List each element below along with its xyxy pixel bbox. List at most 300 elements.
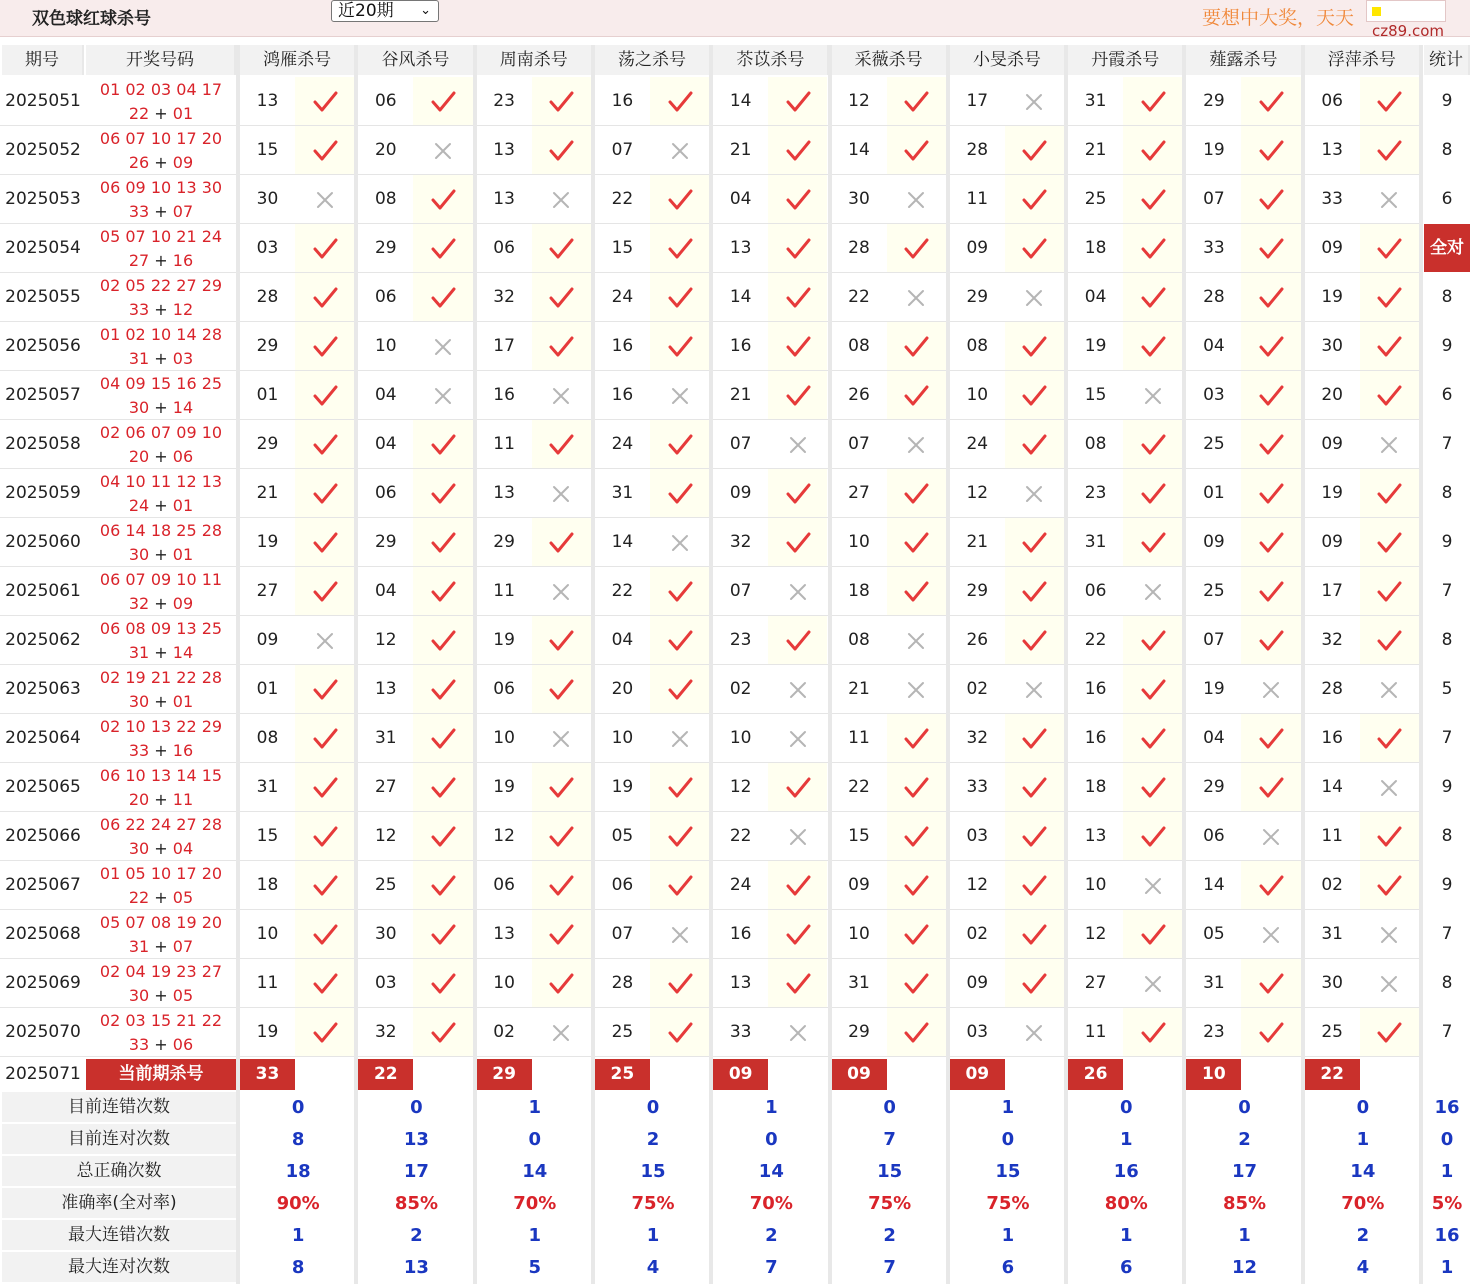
result-wrong: [1123, 567, 1182, 615]
summary-value: 4: [646, 1257, 660, 1278]
kill-number: 17: [477, 322, 532, 370]
check-mark-icon: [785, 873, 811, 899]
kill-number: 10: [240, 910, 295, 958]
result-wrong: [532, 1008, 591, 1056]
result-correct: [1123, 420, 1182, 468]
issue-number: 2025062: [2, 616, 84, 664]
summary-value: 15: [640, 1161, 666, 1182]
summary-value: 70%: [1341, 1193, 1385, 1214]
kill-number: 32: [358, 1008, 413, 1056]
kill-number: 10: [713, 714, 768, 762]
plus-sign: +: [149, 1035, 173, 1054]
draw-red-balls: 06 09 10 13 30: [99, 178, 223, 197]
summary-value: 85%: [1222, 1193, 1267, 1214]
result-correct: [887, 224, 946, 272]
kill-number: 16: [1068, 665, 1123, 713]
check-mark-icon: [1258, 138, 1284, 164]
result-correct: [1241, 77, 1300, 125]
kill-number: 26: [832, 371, 887, 419]
result-correct: [887, 567, 946, 615]
result-correct: [1005, 420, 1064, 468]
kill-number: 08: [240, 714, 295, 762]
current-kill-number: 22: [1305, 1059, 1360, 1090]
check-mark-icon: [903, 726, 929, 752]
summary-value: 8: [291, 1129, 305, 1150]
draw-numbers: [86, 420, 236, 468]
issue-number: 2025070: [2, 1008, 84, 1056]
kill-number: 09: [1305, 518, 1360, 566]
check-mark-icon: [667, 677, 693, 703]
kill-number: 13: [1305, 126, 1360, 174]
kill-number: 33: [713, 1008, 768, 1056]
kill-number: 06: [477, 224, 532, 272]
cross-mark-icon: [548, 579, 574, 605]
summary-value: 75%: [631, 1193, 675, 1214]
summary-value: 1: [1119, 1129, 1133, 1150]
kill-number: 31: [595, 469, 650, 517]
result-wrong: [1005, 1008, 1064, 1056]
result-correct: [1241, 224, 1300, 272]
check-mark-icon: [1376, 481, 1402, 507]
kill-number: 30: [832, 175, 887, 223]
result-wrong: [1360, 420, 1419, 468]
kill-number: 11: [832, 714, 887, 762]
result-wrong: [887, 420, 946, 468]
row-stat: 6: [1441, 385, 1453, 405]
draw-numbers: [86, 714, 236, 762]
check-mark-icon: [667, 775, 693, 801]
check-mark-icon: [1376, 383, 1402, 409]
cross-mark-icon: [548, 383, 574, 409]
result-correct: [650, 812, 709, 860]
draw-red-balls: 05 07 08 19 20: [99, 913, 223, 932]
result-correct: [532, 616, 591, 664]
draw-line-two: [86, 347, 236, 371]
result-wrong: [413, 322, 472, 370]
result-correct: [1241, 616, 1300, 664]
period-select[interactable]: [331, 0, 439, 22]
draw-numbers: [86, 273, 236, 321]
kill-number: 28: [950, 126, 1005, 174]
check-mark-icon: [1140, 432, 1166, 458]
draw-red-ball: 26: [128, 153, 150, 172]
result-correct: [1241, 273, 1300, 321]
kill-number: 13: [477, 175, 532, 223]
summary-value: 12: [1232, 1257, 1258, 1278]
kill-number: 25: [1068, 175, 1123, 223]
chevron-down-icon: ⌄: [420, 3, 431, 18]
kill-number: 10: [832, 518, 887, 566]
result-correct: [1241, 371, 1300, 419]
kill-number: 25: [595, 1008, 650, 1056]
kill-number: 24: [950, 420, 1005, 468]
result-correct: [1123, 322, 1182, 370]
kill-number: 10: [358, 322, 413, 370]
row-stat: 6: [1441, 189, 1453, 209]
kill-number: 09: [1305, 420, 1360, 468]
check-mark-icon: [1021, 873, 1047, 899]
issue-number: 2025052: [2, 126, 84, 174]
check-mark-icon: [667, 334, 693, 360]
row-stat: 7: [1441, 924, 1453, 944]
kill-number: 21: [240, 469, 295, 517]
kill-number: 29: [950, 273, 1005, 321]
cross-mark-icon: [1021, 481, 1047, 507]
draw-red-ball: 22: [128, 888, 150, 907]
check-mark-icon: [667, 1020, 693, 1046]
draw-line-two: [86, 886, 236, 910]
summary-value: 17: [403, 1161, 429, 1182]
summary-value: 2: [883, 1225, 896, 1246]
result-correct: [650, 273, 709, 321]
result-correct: [413, 273, 472, 321]
issue-number: 2025058: [2, 420, 84, 468]
result-correct: [768, 126, 827, 174]
cross-mark-icon: [903, 187, 929, 213]
result-correct: [532, 959, 591, 1007]
result-correct: [1005, 861, 1064, 909]
kill-number-table: [0, 45, 1470, 1281]
site-badge[interactable]: [1366, 0, 1446, 40]
summary-value: 14: [1350, 1161, 1376, 1182]
cross-mark-icon: [1140, 579, 1166, 605]
draw-blue-ball: 07: [172, 202, 194, 221]
kill-number: 23: [477, 77, 532, 125]
check-mark-icon: [903, 775, 929, 801]
check-mark-icon: [1258, 285, 1284, 311]
result-correct: [1005, 812, 1064, 860]
kill-number: 02: [1305, 861, 1360, 909]
summary-value: 0: [1356, 1097, 1370, 1118]
kill-number: 11: [1305, 812, 1360, 860]
check-mark-icon: [785, 383, 811, 409]
result-wrong: [768, 567, 827, 615]
kill-number: 15: [832, 812, 887, 860]
result-wrong: [650, 714, 709, 762]
check-mark-icon: [430, 628, 456, 654]
draw-red-balls: 06 14 18 25 28: [99, 521, 223, 540]
row-stat: 9: [1441, 336, 1453, 356]
cross-mark-icon: [430, 383, 456, 409]
check-mark-icon: [1021, 628, 1047, 654]
kill-number: 08: [832, 322, 887, 370]
draw-numbers: [86, 224, 236, 272]
kill-number: 28: [832, 224, 887, 272]
result-correct: [887, 959, 946, 1007]
kill-number: 09: [713, 469, 768, 517]
kill-number: 15: [595, 224, 650, 272]
result-correct: [768, 763, 827, 811]
current-kill-number: 09: [832, 1059, 887, 1090]
cross-mark-icon: [1021, 89, 1047, 115]
draw-numbers: [86, 812, 236, 860]
result-wrong: [650, 126, 709, 174]
result-wrong: [413, 126, 472, 174]
result-correct: [413, 567, 472, 615]
draw-red-ball: 33: [128, 1035, 150, 1054]
kill-number: 08: [1068, 420, 1123, 468]
row-stat: 7: [1441, 434, 1453, 454]
kill-number: 18: [240, 861, 295, 909]
result-wrong: [1360, 175, 1419, 223]
kill-number: 27: [832, 469, 887, 517]
result-wrong: [532, 714, 591, 762]
check-mark-icon: [430, 873, 456, 899]
result-correct: [887, 910, 946, 958]
summary-value: 1: [291, 1225, 305, 1246]
column-separator: [591, 45, 595, 1284]
result-correct: [887, 763, 946, 811]
kill-number: 02: [950, 910, 1005, 958]
summary-value: 7: [883, 1257, 896, 1278]
result-correct: [532, 665, 591, 713]
result-correct: [650, 420, 709, 468]
summary-value: 1: [1238, 1225, 1251, 1246]
check-mark-icon: [903, 383, 929, 409]
draw-red-ball: 31: [128, 349, 150, 368]
cross-mark-icon: [785, 824, 811, 850]
column-header-expert: 周南杀号: [477, 45, 593, 75]
check-mark-icon: [667, 89, 693, 115]
check-mark-icon: [312, 89, 338, 115]
result-wrong: [768, 714, 827, 762]
kill-number: 26: [950, 616, 1005, 664]
kill-number: 25: [1305, 1008, 1360, 1056]
issue-number: 2025054: [2, 224, 84, 272]
result-correct: [532, 322, 591, 370]
column-separator: [1419, 45, 1423, 1284]
check-mark-icon: [1258, 726, 1284, 752]
summary-label: 最大连错次数: [2, 1220, 236, 1250]
result-correct: [887, 322, 946, 370]
check-mark-icon: [1140, 187, 1166, 213]
draw-blue-ball: 14: [172, 643, 194, 662]
kill-number: 29: [240, 420, 295, 468]
cross-mark-icon: [1376, 432, 1402, 458]
result-wrong: [1005, 469, 1064, 517]
draw-red-balls: 06 07 10 17 20: [99, 129, 223, 148]
result-correct: [1123, 126, 1182, 174]
check-mark-icon: [430, 775, 456, 801]
cross-mark-icon: [312, 187, 338, 213]
result-wrong: [1123, 371, 1182, 419]
draw-numbers: [86, 763, 236, 811]
draw-line-two: [86, 935, 236, 959]
kill-number: 27: [1068, 959, 1123, 1007]
column-separator: [354, 45, 358, 1284]
kill-number: 27: [358, 763, 413, 811]
kill-number: 07: [713, 567, 768, 615]
draw-blue-ball: 07: [172, 937, 194, 956]
kill-number: 23: [713, 616, 768, 664]
kill-number: 22: [832, 763, 887, 811]
kill-number: 09: [950, 959, 1005, 1007]
check-mark-icon: [548, 873, 574, 899]
check-mark-icon: [785, 187, 811, 213]
draw-red-balls: 01 02 03 04 17: [99, 80, 223, 99]
kill-number: 22: [832, 273, 887, 321]
draw-line-two: [86, 445, 236, 469]
plus-sign: +: [149, 643, 173, 662]
result-correct: [295, 567, 354, 615]
result-correct: [768, 322, 827, 370]
result-correct: [887, 371, 946, 419]
kill-number: 24: [713, 861, 768, 909]
result-correct: [1360, 567, 1419, 615]
check-mark-icon: [1376, 138, 1402, 164]
issue-number: 2025059: [2, 469, 84, 517]
check-mark-icon: [1258, 1020, 1284, 1046]
result-correct: [1360, 77, 1419, 125]
result-correct: [413, 616, 472, 664]
check-mark-icon: [1140, 236, 1166, 262]
column-header-expert: 苶苡杀号: [713, 45, 829, 75]
kill-number: 14: [713, 77, 768, 125]
plus-sign: +: [149, 888, 173, 907]
check-mark-icon: [312, 677, 338, 703]
result-correct: [413, 224, 472, 272]
check-mark-icon: [1376, 579, 1402, 605]
draw-blue-ball: 09: [172, 153, 194, 172]
summary-value: 0: [1001, 1129, 1015, 1150]
result-correct: [1005, 175, 1064, 223]
summary-value: 0: [528, 1129, 541, 1150]
kill-number: 04: [595, 616, 650, 664]
kill-number: 16: [1305, 714, 1360, 762]
kill-number: 09: [832, 861, 887, 909]
kill-number: 12: [950, 469, 1005, 517]
draw-line-two: [86, 494, 236, 518]
result-correct: [768, 910, 827, 958]
draw-blue-ball: 05: [172, 888, 194, 907]
check-mark-icon: [785, 775, 811, 801]
issue-number: 2025068: [2, 910, 84, 958]
kill-number: 03: [950, 1008, 1005, 1056]
result-correct: [1360, 1008, 1419, 1056]
check-mark-icon: [1258, 432, 1284, 458]
check-mark-icon: [1021, 383, 1047, 409]
summary-value: 2: [410, 1225, 423, 1246]
result-correct: [532, 763, 591, 811]
result-correct: [650, 469, 709, 517]
period-select-value: 近20期: [338, 1, 394, 21]
check-mark-icon: [1140, 775, 1166, 801]
result-correct: [1123, 273, 1182, 321]
issue-number: 2025064: [2, 714, 84, 762]
result-correct: [1005, 910, 1064, 958]
cross-mark-icon: [667, 726, 693, 752]
result-wrong: [1005, 665, 1064, 713]
summary-value: 6: [1119, 1257, 1133, 1278]
kill-number: 11: [1068, 1008, 1123, 1056]
kill-number: 03: [358, 959, 413, 1007]
draw-red-ball: 27: [128, 251, 150, 270]
column-header-expert: 小旻杀号: [950, 45, 1066, 75]
result-correct: [413, 959, 472, 1007]
column-separator: [946, 45, 950, 1284]
check-mark-icon: [430, 236, 456, 262]
result-correct: [413, 910, 472, 958]
check-mark-icon: [312, 922, 338, 948]
kill-number: 05: [1186, 910, 1241, 958]
row-stat: 5: [1441, 679, 1453, 699]
kill-number: 31: [358, 714, 413, 762]
result-correct: [295, 665, 354, 713]
cross-mark-icon: [1258, 824, 1284, 850]
result-correct: [887, 861, 946, 909]
result-wrong: [532, 175, 591, 223]
check-mark-icon: [548, 236, 574, 262]
draw-blue-ball: 03: [172, 349, 194, 368]
summary-value: 75%: [986, 1193, 1030, 1214]
kill-number: 11: [477, 567, 532, 615]
check-mark-icon: [1140, 628, 1166, 654]
cross-mark-icon: [667, 922, 693, 948]
kill-number: 12: [358, 616, 413, 664]
kill-number: 06: [358, 77, 413, 125]
kill-number: 07: [595, 910, 650, 958]
summary-value: 7: [883, 1129, 896, 1150]
check-mark-icon: [667, 971, 693, 997]
result-correct: [887, 714, 946, 762]
check-mark-icon: [1140, 89, 1166, 115]
kill-number: 21: [1068, 126, 1123, 174]
result-correct: [532, 861, 591, 909]
check-mark-icon: [312, 334, 338, 360]
result-correct: [532, 273, 591, 321]
check-mark-icon: [548, 971, 574, 997]
kill-number: 31: [832, 959, 887, 1007]
kill-number: 21: [832, 665, 887, 713]
plus-sign: +: [149, 986, 173, 1005]
check-mark-icon: [667, 873, 693, 899]
kill-number: 04: [1068, 273, 1123, 321]
issue-number: 2025067: [2, 861, 84, 909]
kill-number: 01: [240, 371, 295, 419]
summary-value: 14: [758, 1161, 784, 1182]
column-header-expert: 采薇杀号: [832, 45, 948, 75]
kill-number: 09: [950, 224, 1005, 272]
result-correct: [1360, 812, 1419, 860]
issue-number: 2025060: [2, 518, 84, 566]
result-wrong: [768, 420, 827, 468]
kill-number: 21: [713, 371, 768, 419]
result-wrong: [295, 616, 354, 664]
check-mark-icon: [312, 383, 338, 409]
kill-number: 25: [358, 861, 413, 909]
column-header-expert: 谷风杀号: [358, 45, 474, 75]
cross-mark-icon: [1376, 187, 1402, 213]
cross-mark-icon: [312, 628, 338, 654]
kill-number: 07: [713, 420, 768, 468]
result-wrong: [1241, 812, 1300, 860]
kill-number: 16: [595, 371, 650, 419]
check-mark-icon: [548, 677, 574, 703]
kill-number: 08: [358, 175, 413, 223]
check-mark-icon: [1021, 530, 1047, 556]
result-correct: [1005, 126, 1064, 174]
result-correct: [413, 861, 472, 909]
page-title: 双色球红球杀号: [32, 9, 151, 29]
cross-mark-icon: [1376, 971, 1402, 997]
kill-number: 30: [1305, 322, 1360, 370]
kill-number: 08: [950, 322, 1005, 370]
result-wrong: [1360, 665, 1419, 713]
check-mark-icon: [1140, 824, 1166, 850]
result-correct: [413, 714, 472, 762]
check-mark-icon: [1258, 971, 1284, 997]
check-mark-icon: [312, 1020, 338, 1046]
